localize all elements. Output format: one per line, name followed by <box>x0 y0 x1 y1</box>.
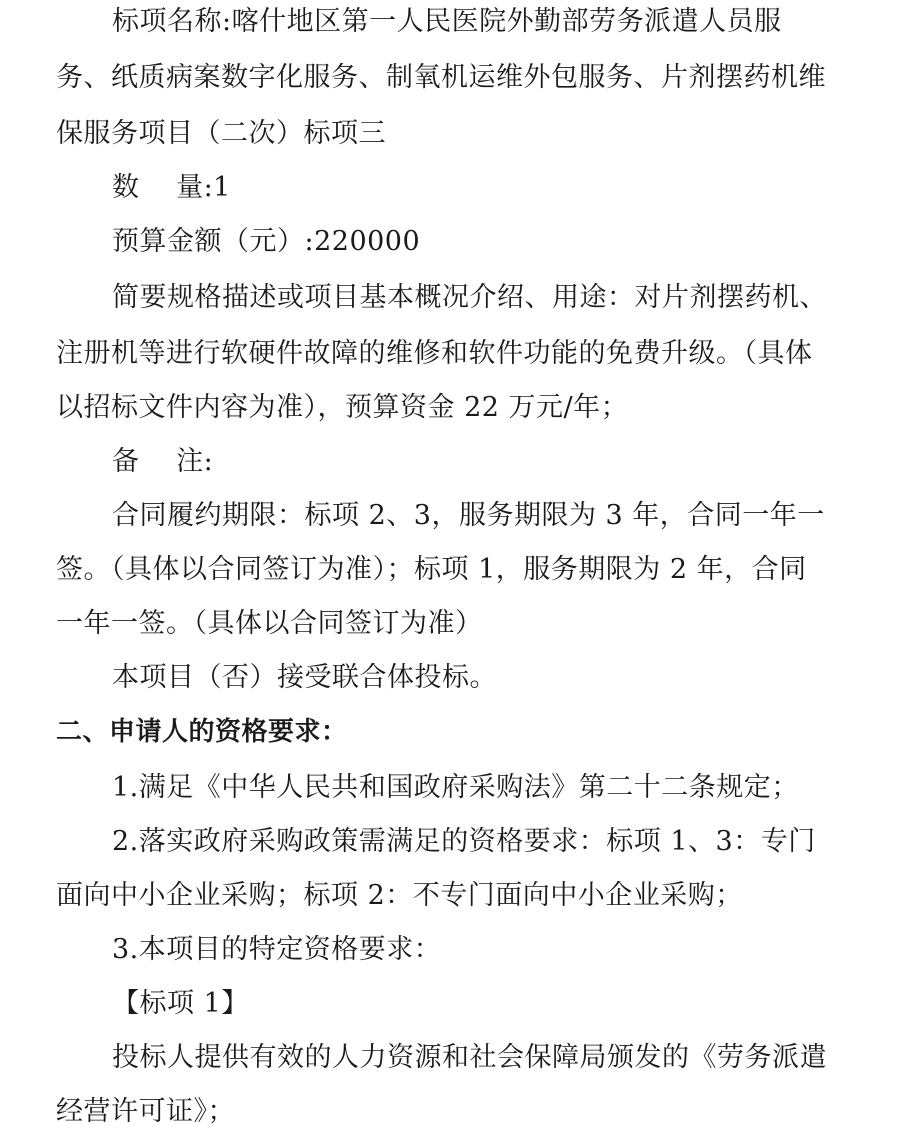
project-name-line-3: 保服务项目（二次）标项三 <box>56 118 386 149</box>
requirement-1: 1.满足《中华人民共和国政府采购法》第二十二条规定； <box>112 772 799 803</box>
lot-1-line-1: 投标人提供有效的人力资源和社会保障局颁发的《劳务派遣 <box>112 1042 827 1073</box>
contract-line-2: 签。（具体以合同签订为准）；标项 1，服务期限为 2 年，合同 <box>56 554 807 585</box>
project-name-line-2: 务、纸质病案数字化服务、制氧机运维外包服务、片剂摆药机维 <box>56 62 826 93</box>
description-line-1: 简要规格描述或项目基本概况介绍、用途：对片剂摆药机、 <box>112 282 827 313</box>
requirement-2-line-1: 2.落实政府采购政策需满足的资格要求：标项 1、3：专门 <box>112 826 816 857</box>
remarks-line: 备 注: <box>112 446 214 477</box>
requirement-2-line-2: 面向中小企业采购；标项 2：不专门面向中小企业采购； <box>56 880 743 911</box>
project-name-line-1 <box>0 2 908 42</box>
contract-line-3: 一年一签。（具体以合同签订为准） <box>56 608 483 639</box>
description-line-2: 注册机等进行软硬件故障的维修和软件功能的免费升级。（具体 <box>56 338 813 369</box>
lot-1-label: 【标项 1】 <box>112 988 249 1019</box>
lot-1-line-2: 经营许可证》； <box>56 1096 235 1127</box>
quantity-line: 数 量:1 <box>112 172 231 203</box>
description-line-3: 以招标文件内容为准），预算资金 22 万元/年； <box>56 392 629 423</box>
requirement-3: 3.本项目的特定资格要求： <box>112 934 442 965</box>
project-name-value: 喀什地区第一人民医院外勤部劳务派遣人员服 <box>231 6 782 37</box>
section-2-heading: 二、申请人的资格要求： <box>56 717 348 747</box>
consortium-line: 本项目（否）接受联合体投标。 <box>112 662 497 693</box>
contract-line-1: 合同履约期限：标项 2、3，服务期限为 3 年，合同一年一 <box>112 500 825 531</box>
project-name-label: 标项名称: <box>112 6 232 37</box>
budget-line: 预算金额（元）:220000 <box>112 226 421 257</box>
